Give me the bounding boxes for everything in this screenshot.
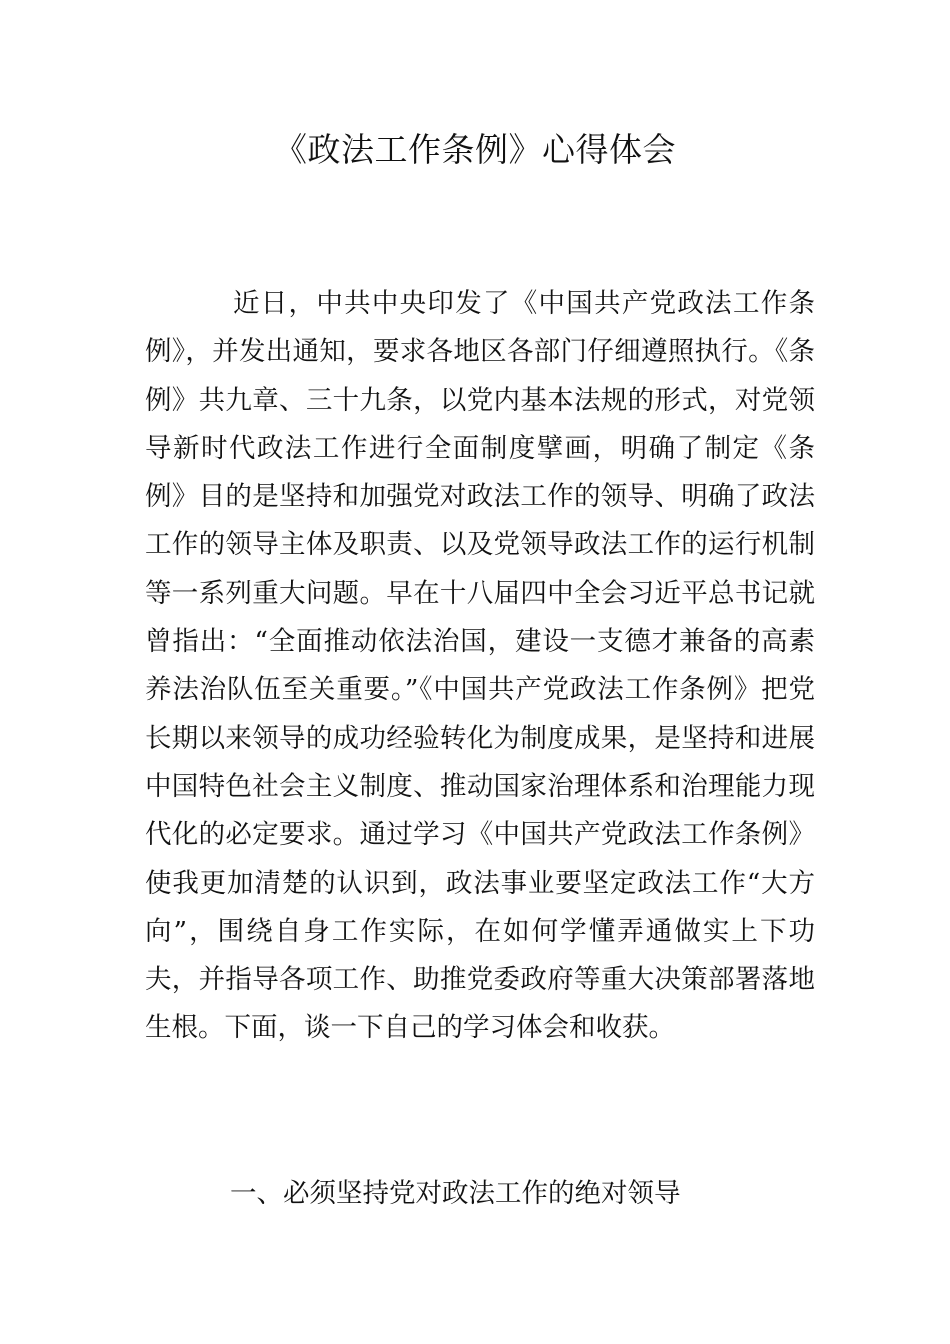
section-heading: 一、必须坚持党对政法工作的绝对领导 — [230, 1178, 681, 1209]
document-title: 《政法工作条例》心得体会 — [274, 130, 676, 169]
intro-paragraph: 近日，中共中央印发了《中国共产党政法工作条例》，并发出通知，要求各地区各部门仔细遵照执行。《条例》共九章、三十九条，以党内基本法规的形式，对党领导新时代政法工作进行全面制度擘画，明确了制定《条例》目的是坚持和加强党对政法工作的领导、明确了政法工作的领导主体及职责、以及党领导政法工作的运行机制等一系列重大问题。早在十八届四中全会习近平总书记就曾指出：“全面推动依法治国，建设一支德才兼备的高素养法治队伍至关重要。”《中国共产党政法工作条例》把党长期以来领导的成功经验转化为制度成果，是坚持和进展中国特色社会主义制度、推动国家治理体系和治理能力现代化的必定要求。通过学习《中国共产党政法工作条例》使我更加清楚的认识到，政法事业要坚定政法工作“大方向”，围绕自身工作实际，在如何学懂弄通做实上下功夫，并指导各项工作、助推党委政府等重大决策部署落地生根。下面，谈一下自己的学习体会和收获。 — [145, 288, 815, 1044]
